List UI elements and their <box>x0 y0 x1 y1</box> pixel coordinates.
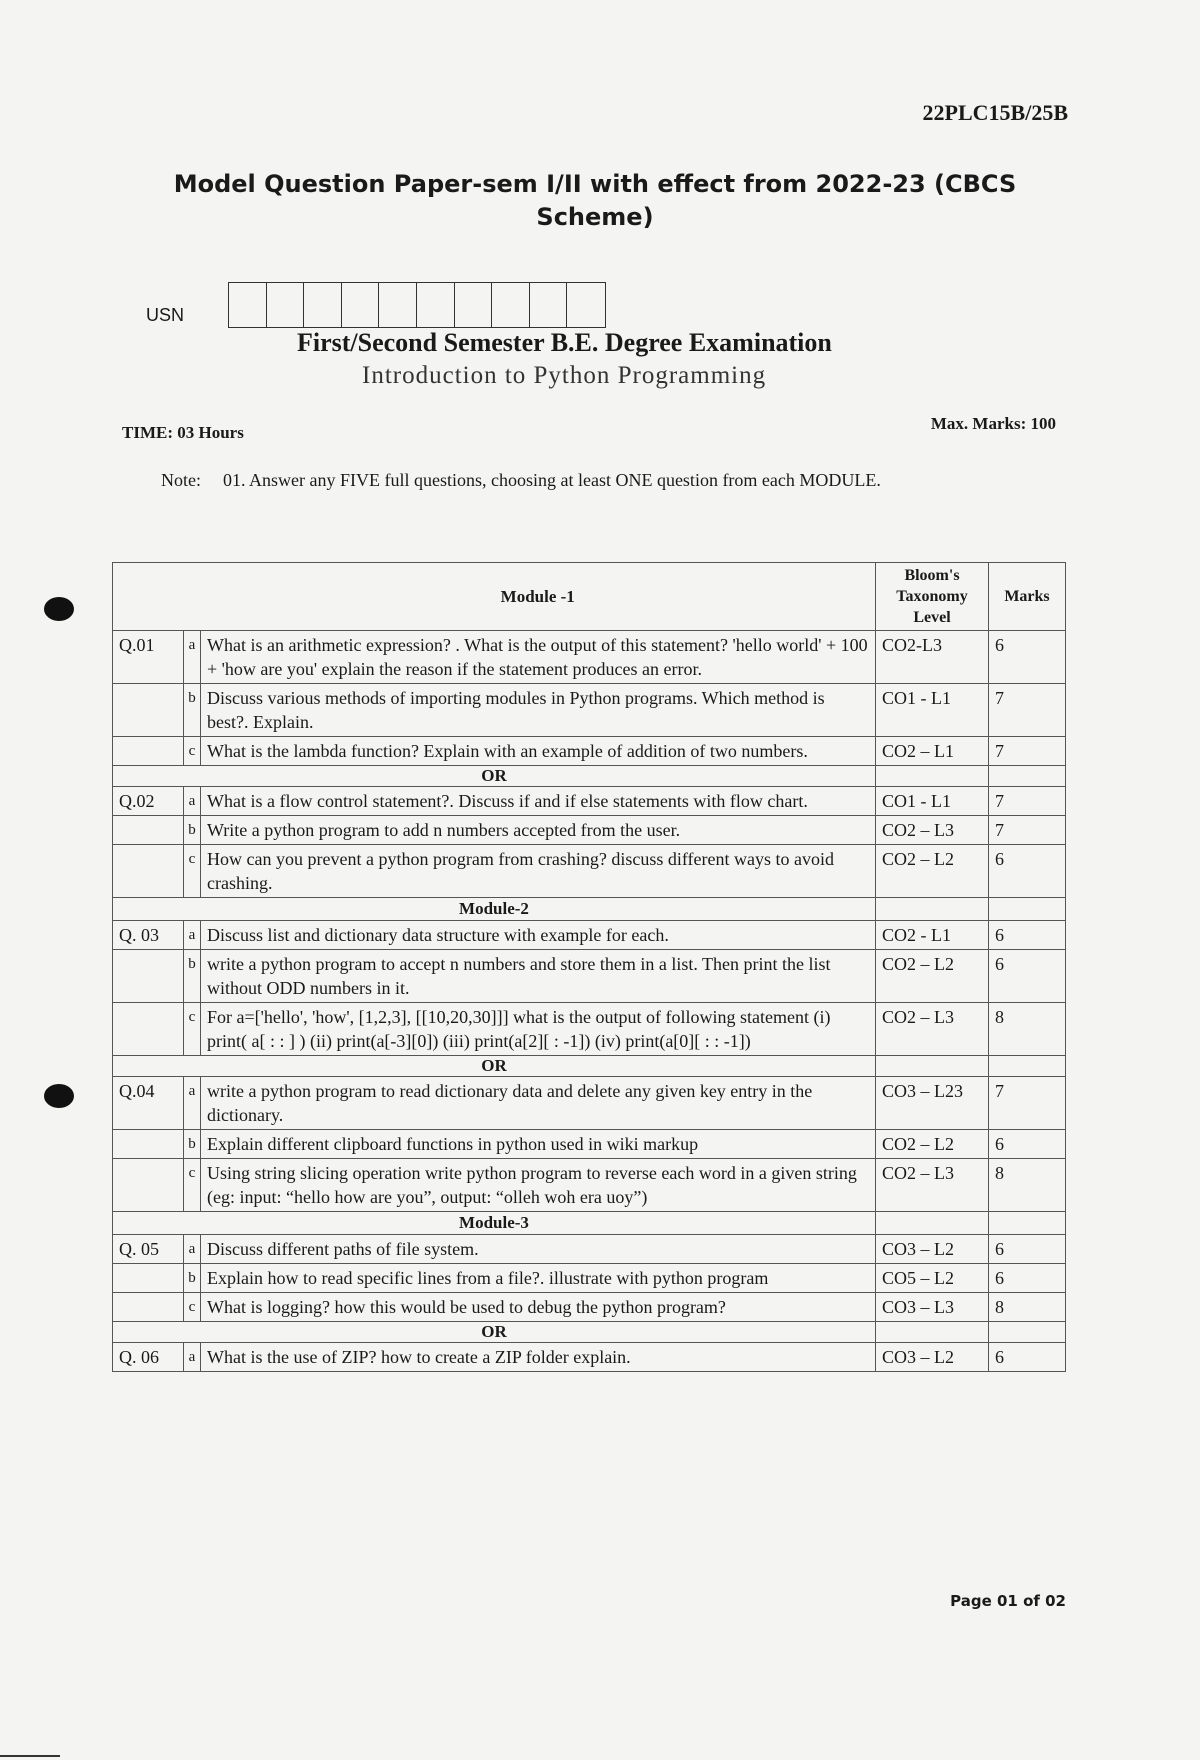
question-row <box>113 684 1066 737</box>
question-row <box>113 631 1066 684</box>
question-text: What is an arithmetic expression? . What is the output of this statement? 'hello world' + 100 + 'how are you' explain the reason if the statement produces an error. <box>201 631 876 684</box>
note <box>161 470 881 491</box>
bloom-level: CO5 – L2 <box>876 1264 989 1293</box>
question-marks: 6 <box>989 631 1066 684</box>
bloom-level: CO2 – L3 <box>876 1003 989 1056</box>
question-text: write a python program to read dictionary data and delete any given key entry in the dictionary. <box>201 1077 876 1130</box>
question-text: What is logging? how this would be used to debug the python program? <box>201 1293 876 1322</box>
header-blank <box>184 563 201 631</box>
question-row <box>113 845 1066 898</box>
or-separator-blank <box>876 1322 989 1343</box>
question-marks: 7 <box>989 737 1066 766</box>
question-text: What is a flow control statement?. Discuss if and if else statements with flow chart. <box>201 787 876 816</box>
scan-edge-line <box>0 1755 60 1757</box>
marks-header: Marks <box>989 563 1066 631</box>
bloom-level: CO2 – L1 <box>876 737 989 766</box>
question-marks: 6 <box>989 921 1066 950</box>
question-number: Q. 03 <box>113 921 184 950</box>
question-row <box>113 737 1066 766</box>
question-number <box>113 1293 184 1322</box>
sub-question-letter: a <box>184 1343 201 1372</box>
bloom-level: CO3 – L3 <box>876 1293 989 1322</box>
question-row <box>113 1159 1066 1212</box>
sub-question-letter: c <box>184 1003 201 1056</box>
sub-question-letter: c <box>184 845 201 898</box>
bloom-level: CO2 – L2 <box>876 950 989 1003</box>
question-text: How can you prevent a python program from crashing? discuss different ways to avoid crashing. <box>201 845 876 898</box>
bloom-level: CO2 – L3 <box>876 1159 989 1212</box>
question-marks: 6 <box>989 1130 1066 1159</box>
module-3-header-blank <box>989 1212 1066 1235</box>
question-row <box>113 816 1066 845</box>
note-text: 01. Answer any FIVE full questions, choosing at least ONE question from each MODULE. <box>223 470 881 490</box>
question-text: Using string slicing operation write python program to reverse each word in a given string (eg: input: “hello how are you”, output: “olleh woh era uoy”) <box>201 1159 876 1212</box>
sub-question-letter: a <box>184 1235 201 1264</box>
question-number <box>113 1130 184 1159</box>
question-row <box>113 921 1066 950</box>
question-marks: 6 <box>989 1235 1066 1264</box>
module-2-header-blank <box>876 898 989 921</box>
bloom-level: CO2 - L1 <box>876 921 989 950</box>
or-separator-blank <box>989 1322 1066 1343</box>
question-row <box>113 1264 1066 1293</box>
usn-box <box>229 283 267 327</box>
question-row <box>113 787 1066 816</box>
exam-time: TIME: 03 Hours <box>122 423 244 442</box>
question-text: Write a python program to add n numbers accepted from the user. <box>201 816 876 845</box>
paper-title-line2: Scheme) <box>536 203 654 231</box>
question-number: Q. 06 <box>113 1343 184 1372</box>
module-1-header: Module -1 <box>201 563 876 631</box>
bloom-level: CO3 – L2 <box>876 1343 989 1372</box>
question-row <box>113 1130 1066 1159</box>
question-number <box>113 950 184 1003</box>
punch-hole-mark <box>44 1084 74 1108</box>
sub-question-letter: a <box>184 787 201 816</box>
question-marks: 8 <box>989 1293 1066 1322</box>
question-text: What is the lambda function? Explain with an example of addition of two numbers. <box>201 737 876 766</box>
module-3-header-blank <box>876 1212 989 1235</box>
question-marks: 8 <box>989 1003 1066 1056</box>
sub-question-letter: a <box>184 921 201 950</box>
question-number <box>113 737 184 766</box>
question-number <box>113 816 184 845</box>
question-number: Q. 05 <box>113 1235 184 1264</box>
or-separator-label: OR <box>113 766 876 787</box>
or-separator-blank <box>876 1056 989 1077</box>
question-row <box>113 950 1066 1003</box>
sub-question-letter: c <box>184 1159 201 1212</box>
question-text: Explain different clipboard functions in python used in wiki markup <box>201 1130 876 1159</box>
bloom-level: CO2 – L2 <box>876 1130 989 1159</box>
question-text: Discuss list and dictionary data structure with example for each. <box>201 921 876 950</box>
sub-question-letter: c <box>184 737 201 766</box>
paper-code: 22PLC15B/25B <box>922 100 1068 125</box>
max-marks: Max. Marks: 100 <box>930 414 1056 433</box>
module-3-header <box>113 1212 1066 1235</box>
question-text: write a python program to accept n numbers and store them in a list. Then print the list without ODD numbers in it. <box>201 950 876 1003</box>
or-separator-blank <box>989 1056 1066 1077</box>
module-2-header-label: Module-2 <box>113 898 876 921</box>
sub-question-letter: a <box>184 1077 201 1130</box>
bloom-header: Bloom's Taxonomy Level <box>876 563 989 631</box>
question-marks: 6 <box>989 1343 1066 1372</box>
bloom-level: CO1 - L1 <box>876 787 989 816</box>
usn-box <box>379 283 417 327</box>
or-separator <box>113 1322 1066 1343</box>
module-2-header-blank <box>989 898 1066 921</box>
question-number: Q.01 <box>113 631 184 684</box>
subject-title: Introduction to Python Programming <box>362 362 767 389</box>
table-header-row <box>113 563 1066 631</box>
question-row <box>113 1343 1066 1372</box>
question-marks: 6 <box>989 1264 1066 1293</box>
bloom-level: CO2 – L2 <box>876 845 989 898</box>
usn-box <box>267 283 305 327</box>
question-text: Discuss different paths of file system. <box>201 1235 876 1264</box>
usn-box <box>304 283 342 327</box>
or-separator-label: OR <box>113 1322 876 1343</box>
question-text: For a=['hello', 'how', [1,2,3], [[10,20,30]]] what is the output of following statement (i) print( a[ : : ] ) (ii) print(a[-3][0]) (iii) print(a[2][ : -1]) (iv) print(a[0][ : : -1]) <box>201 1003 876 1056</box>
usn-box <box>455 283 493 327</box>
or-separator-label: OR <box>113 1056 876 1077</box>
punch-hole-mark <box>44 597 74 621</box>
module-2-header <box>113 898 1066 921</box>
question-marks: 6 <box>989 845 1066 898</box>
page-number: Page 01 of 02 <box>950 1592 1066 1610</box>
paper-title-line1: Model Question Paper-sem I/II with effect from 2022-23 (CBCS <box>173 170 1017 198</box>
question-marks: 7 <box>989 684 1066 737</box>
question-number <box>113 845 184 898</box>
usn-boxes <box>228 282 606 328</box>
question-number: Q.02 <box>113 787 184 816</box>
or-separator-blank <box>876 766 989 787</box>
question-text: Explain how to read specific lines from a file?. illustrate with python program <box>201 1264 876 1293</box>
bloom-level: CO2-L3 <box>876 631 989 684</box>
header-blank <box>113 563 184 631</box>
sub-question-letter: b <box>184 684 201 737</box>
usn-box <box>492 283 530 327</box>
question-marks: 8 <box>989 1159 1066 1212</box>
usn-box <box>530 283 568 327</box>
question-number <box>113 1264 184 1293</box>
bloom-level: CO2 – L3 <box>876 816 989 845</box>
question-row <box>113 1293 1066 1322</box>
question-number <box>113 684 184 737</box>
sub-question-letter: b <box>184 1264 201 1293</box>
or-separator <box>113 766 1066 787</box>
usn-label: USN <box>146 305 185 325</box>
question-table <box>112 562 1066 1372</box>
question-number: Q.04 <box>113 1077 184 1130</box>
question-marks: 6 <box>989 950 1066 1003</box>
sub-question-letter: b <box>184 816 201 845</box>
bloom-level: CO1 - L1 <box>876 684 989 737</box>
sub-question-letter: b <box>184 950 201 1003</box>
note-label: Note: <box>161 470 201 490</box>
question-marks: 7 <box>989 1077 1066 1130</box>
question-number <box>113 1003 184 1056</box>
question-text: What is the use of ZIP? how to create a ZIP folder explain. <box>201 1343 876 1372</box>
bloom-level: CO3 – L23 <box>876 1077 989 1130</box>
question-row <box>113 1077 1066 1130</box>
or-separator <box>113 1056 1066 1077</box>
usn-box <box>567 283 605 327</box>
bloom-level: CO3 – L2 <box>876 1235 989 1264</box>
question-marks: 7 <box>989 816 1066 845</box>
sub-question-letter: a <box>184 631 201 684</box>
or-separator-blank <box>989 766 1066 787</box>
question-row <box>113 1235 1066 1264</box>
exam-title: First/Second Semester B.E. Degree Examination <box>297 328 832 357</box>
paper-title <box>170 168 1020 234</box>
sub-question-letter: c <box>184 1293 201 1322</box>
question-number <box>113 1159 184 1212</box>
usn-box <box>342 283 380 327</box>
module-3-header-label: Module-3 <box>113 1212 876 1235</box>
question-row <box>113 1003 1066 1056</box>
question-text: Discuss various methods of importing modules in Python programs. Which method is best?. Explain. <box>201 684 876 737</box>
sub-question-letter: b <box>184 1130 201 1159</box>
question-marks: 7 <box>989 787 1066 816</box>
usn-box <box>417 283 455 327</box>
